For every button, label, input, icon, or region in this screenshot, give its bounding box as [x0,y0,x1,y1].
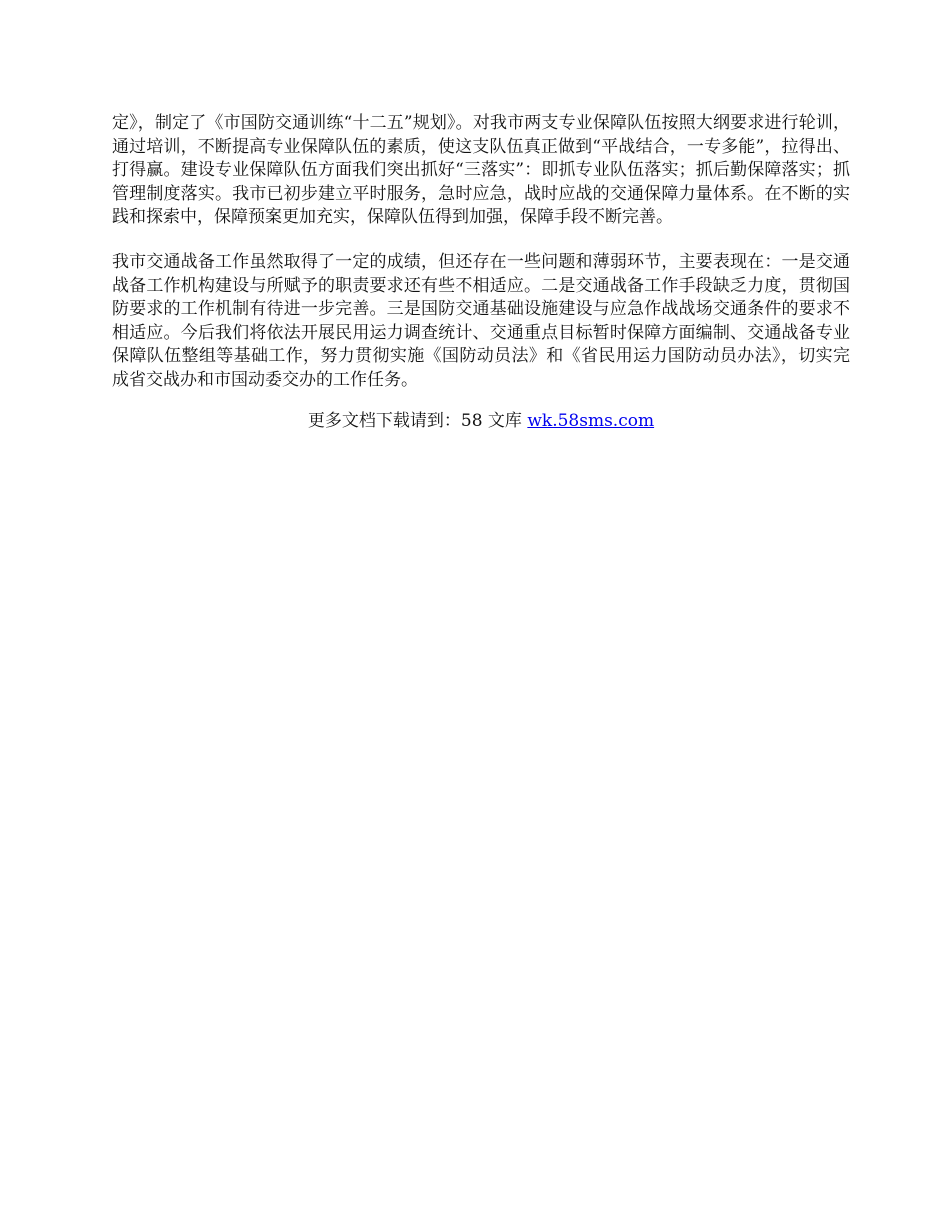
download-footer [112,409,850,433]
footer-download-link[interactable]: wk.58sms.com [527,410,655,431]
body-paragraph-1: 定》，制定了《市国防交通训练“十二五”规划》。对我市两支专业保障队伍按照大纲要求进行轮训，通过培训，不断提高专业保障队伍的素质，使这支队伍真正做到“平战结合，一专多能”，拉得出、打得赢。建设专业保障队伍方面我们突出抓好“三落实”：即抓专业队伍落实；抓后勤保障落实；抓管理制度落实。我市已初步建立平时服务，急时应急，战时应战的交通保障力量体系。在不断的实践和探索中，保障预案更加充实，保障队伍得到加强，保障手段不断完善。 [112,113,850,228]
footer-prefix-text: 更多文档下载请到：58 文库 [307,410,528,431]
document-page [112,112,850,433]
body-paragraph-2: 我市交通战备工作虽然取得了一定的成绩，但还存在一些问题和薄弱环节，主要表现在：一是交通战备工作机构建设与所赋予的职责要求还有些不相适应。二是交通战备工作手段缺乏力度，贯彻国防要求的工作机制有待进一步完善。三是国防交通基础设施建设与应急作战战场交通条件的要求不相适应。今后我们将依法开展民用运力调查统计、交通重点目标暂时保障方面编制、交通战备专业保障队伍整组等基础工作，努力贯彻实施《国防动员法》和《省民用运力国防动员办法》，切实完成省交战办和市国动委交办的工作任务。 [112,251,850,390]
